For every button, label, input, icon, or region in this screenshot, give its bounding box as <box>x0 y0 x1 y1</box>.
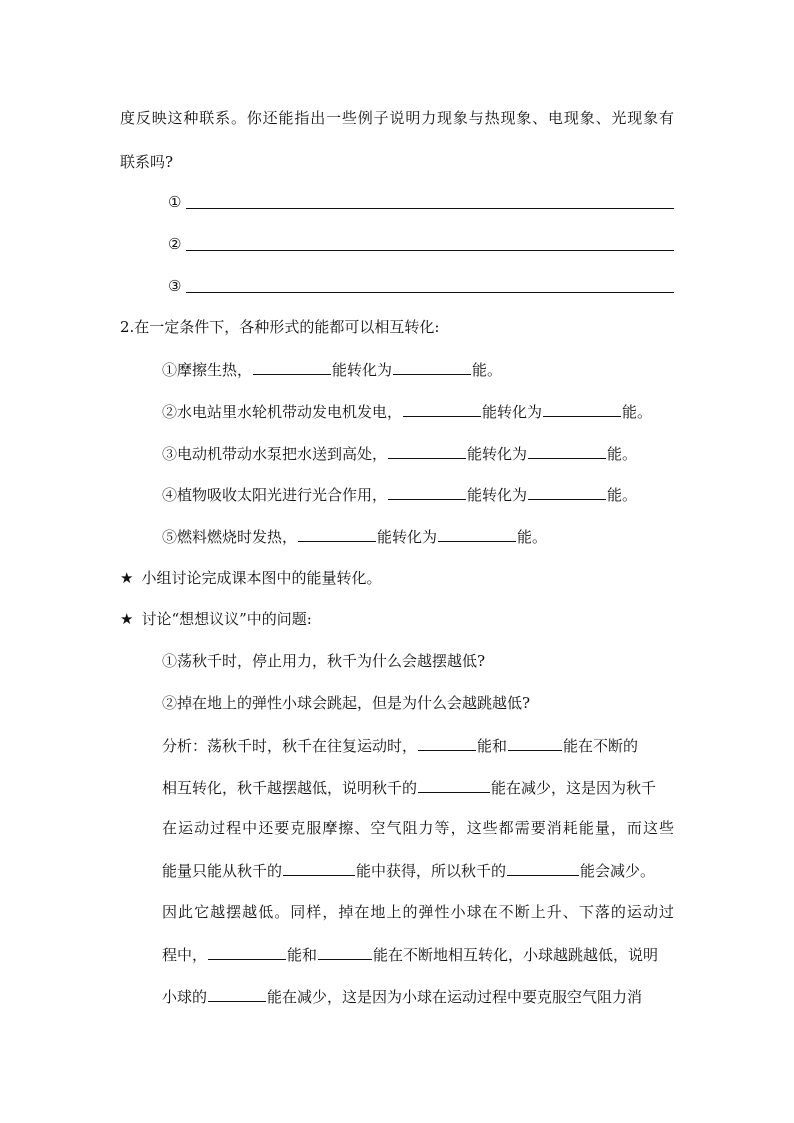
analysis-text: 能在不断地相互转化，小球越跳越低，说明 <box>373 946 659 964</box>
fill-blank[interactable] <box>508 735 562 751</box>
fill-blank[interactable] <box>543 401 621 417</box>
answer-marker-1: ① <box>168 193 182 211</box>
intro-line-2: 联系吗? <box>120 153 174 171</box>
answer-line-1[interactable] <box>186 208 674 209</box>
analysis-text: 相互转化，秋千越摆越低，说明秋千的 <box>162 779 418 797</box>
star-item-text: 小组讨论完成课本图中的能量转化。 <box>141 569 382 587</box>
star-item-group-discussion <box>120 568 381 588</box>
star-icon: ★ <box>120 610 134 628</box>
answer-marker-3: ③ <box>168 277 182 295</box>
item-text: ④植物吸收太阳光进行光合作用， <box>162 486 388 504</box>
fill-blank[interactable] <box>528 484 606 500</box>
fill-blank[interactable] <box>388 443 466 459</box>
analysis-text: 分析：荡秋千时，秋千在往复运动时， <box>162 737 418 755</box>
item-mid: 能转化为 <box>467 445 528 463</box>
analysis-line <box>162 860 655 881</box>
fill-blank[interactable] <box>318 944 372 960</box>
intro-line-1: 度反映这种联系。你还能指出一些例子说明力现象与热现象、电现象、光现象有 <box>120 109 674 127</box>
fill-blank[interactable] <box>393 359 471 375</box>
fill-blank[interactable] <box>418 735 476 751</box>
item-end: 能。 <box>472 361 503 379</box>
fill-blank[interactable] <box>388 484 466 500</box>
item-text: ⑤燃料燃烧时发热， <box>162 528 298 546</box>
answer-line-3[interactable] <box>186 292 674 293</box>
conversion-item <box>162 526 547 547</box>
item-text: ③电动机带动水泵把水送到高处， <box>162 445 388 463</box>
analysis-text: 小球的 <box>162 988 208 1006</box>
item-mid: 能转化为 <box>467 486 528 504</box>
section-2-heading: 2.在一定条件下，各种形式的能都可以相互转化: <box>120 318 440 336</box>
analysis-text: 能在减少，这是因为小球在运动过程中要克服空气阻力消 <box>267 988 643 1006</box>
analysis-text: 能会减少。 <box>580 862 656 880</box>
fill-blank[interactable] <box>528 443 606 459</box>
analysis-line <box>162 986 642 1007</box>
analysis-line: 在运动过程中还要克服摩擦、空气阻力等，这些都需要消耗能量，而这些 <box>162 819 674 837</box>
fill-blank[interactable] <box>208 944 286 960</box>
conversion-item <box>162 484 637 505</box>
item-end: 能。 <box>622 403 653 421</box>
conversion-item <box>162 401 652 422</box>
analysis-text: 能和 <box>477 737 508 755</box>
fill-blank[interactable] <box>208 986 266 1002</box>
fill-blank[interactable] <box>418 777 490 793</box>
star-item-discussion <box>120 609 312 629</box>
item-end: 能。 <box>517 528 548 546</box>
fill-blank[interactable] <box>438 526 516 542</box>
analysis-line: 因此它越摆越低。同样，掉在地上的弹性小球在不断上升、下落的运动过 <box>162 903 674 921</box>
star-item-text: 讨论“想想议议”中的问题: <box>141 610 312 628</box>
analysis-line <box>162 944 658 965</box>
analysis-text: 能中获得，所以秋千的 <box>356 862 507 880</box>
analysis-text: 能量只能从秋千的 <box>162 862 283 880</box>
question-2: ②掉在地上的弹性小球会跳起，但是为什么会越跳越低? <box>162 694 531 712</box>
fill-blank[interactable] <box>298 526 376 542</box>
answer-line-2[interactable] <box>186 250 674 251</box>
item-mid: 能转化为 <box>377 528 438 546</box>
analysis-text: 程中， <box>162 946 208 964</box>
analysis-text: 能在不断的 <box>563 737 639 755</box>
fill-blank[interactable] <box>507 860 579 876</box>
item-text: ①摩擦生热， <box>162 361 253 379</box>
item-mid: 能转化为 <box>332 361 393 379</box>
item-end: 能。 <box>607 445 638 463</box>
analysis-line <box>162 777 656 798</box>
item-mid: 能转化为 <box>482 403 543 421</box>
fill-blank[interactable] <box>283 860 355 876</box>
fill-blank[interactable] <box>403 401 481 417</box>
item-end: 能。 <box>607 486 638 504</box>
analysis-line <box>162 735 674 756</box>
conversion-item <box>162 443 637 464</box>
item-text: ②水电站里水轮机带动发电机发电， <box>162 403 403 421</box>
fill-blank[interactable] <box>253 359 331 375</box>
analysis-text: 能在减少，这是因为秋千 <box>491 779 657 797</box>
answer-marker-2: ② <box>168 235 182 253</box>
star-icon: ★ <box>120 569 134 587</box>
question-1: ①荡秋千时，停止用力，秋千为什么会越摆越低? <box>162 652 486 670</box>
conversion-item <box>162 359 502 380</box>
analysis-text: 能和 <box>287 946 318 964</box>
